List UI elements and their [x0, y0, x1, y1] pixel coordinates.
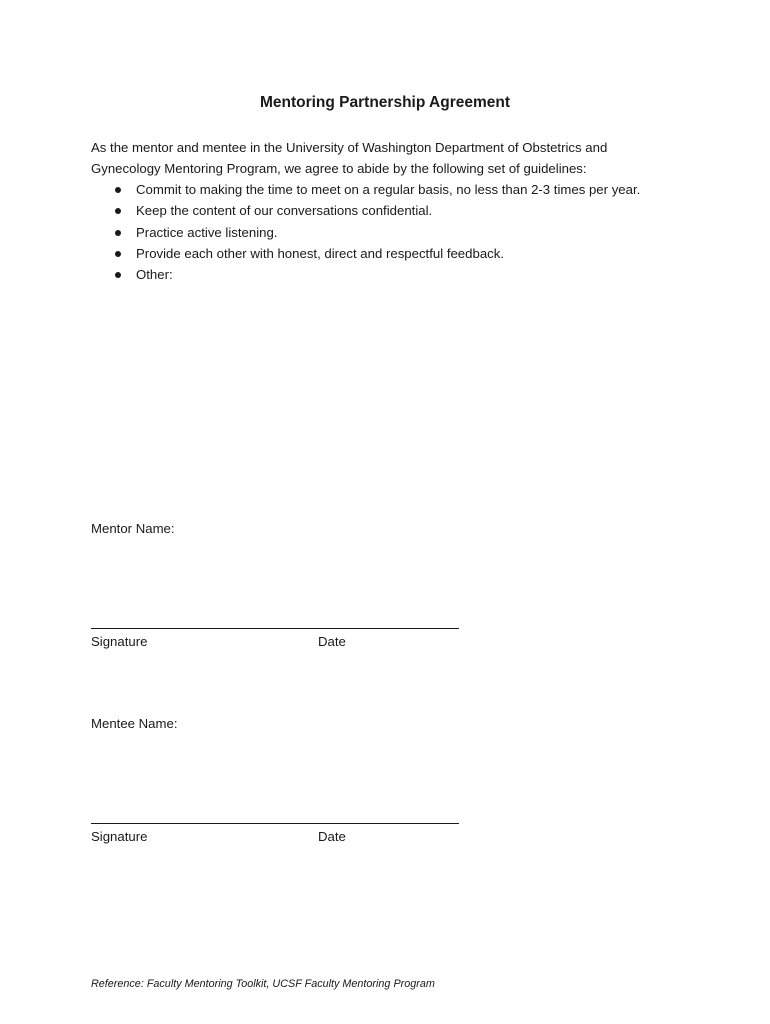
- mentor-date-label: Date: [318, 634, 346, 649]
- intro-line-1: As the mentor and mentee in the University of Washington Department of Obstetrics and: [91, 140, 608, 155]
- guideline-item: [91, 243, 731, 264]
- mentor-name-label: Mentor Name:: [91, 521, 175, 536]
- mentor-signature-line[interactable]: [91, 628, 459, 629]
- reference-footnote: Reference: Faculty Mentoring Toolkit, UCSF Faculty Mentoring Program: [91, 978, 435, 990]
- bullet-icon: [115, 187, 121, 193]
- guideline-item: [91, 179, 731, 200]
- bullet-icon: [115, 251, 121, 257]
- intro-paragraph: [91, 137, 691, 179]
- bullet-icon: [115, 272, 121, 278]
- guideline-item: [91, 222, 731, 243]
- page-title: Mentoring Partnership Agreement: [259, 94, 511, 111]
- guideline-item-other: [91, 264, 731, 285]
- guideline-text: Practice active listening.: [136, 224, 278, 240]
- mentee-date-label: Date: [318, 829, 346, 844]
- mentee-name-label: Mentee Name:: [91, 716, 178, 731]
- bullet-icon: [115, 230, 121, 236]
- bullet-icon: [115, 208, 121, 214]
- mentee-signature-line[interactable]: [91, 823, 459, 824]
- mentor-signature-label: Signature: [91, 634, 148, 649]
- guideline-item: [91, 200, 731, 221]
- guideline-text: Commit to making the time to meet on a regular basis, no less than 2-3 times per year.: [136, 182, 641, 197]
- guideline-text: Provide each other with honest, direct and respectful feedback.: [136, 245, 505, 261]
- intro-line-2: Gynecology Mentoring Program, we agree to abide by the following set of guidelines:: [91, 161, 587, 176]
- guideline-text: Keep the content of our conversations confidential.: [136, 203, 433, 219]
- guidelines-list: [91, 179, 731, 285]
- mentee-signature-label: Signature: [91, 829, 148, 844]
- guideline-text: Other:: [136, 267, 173, 283]
